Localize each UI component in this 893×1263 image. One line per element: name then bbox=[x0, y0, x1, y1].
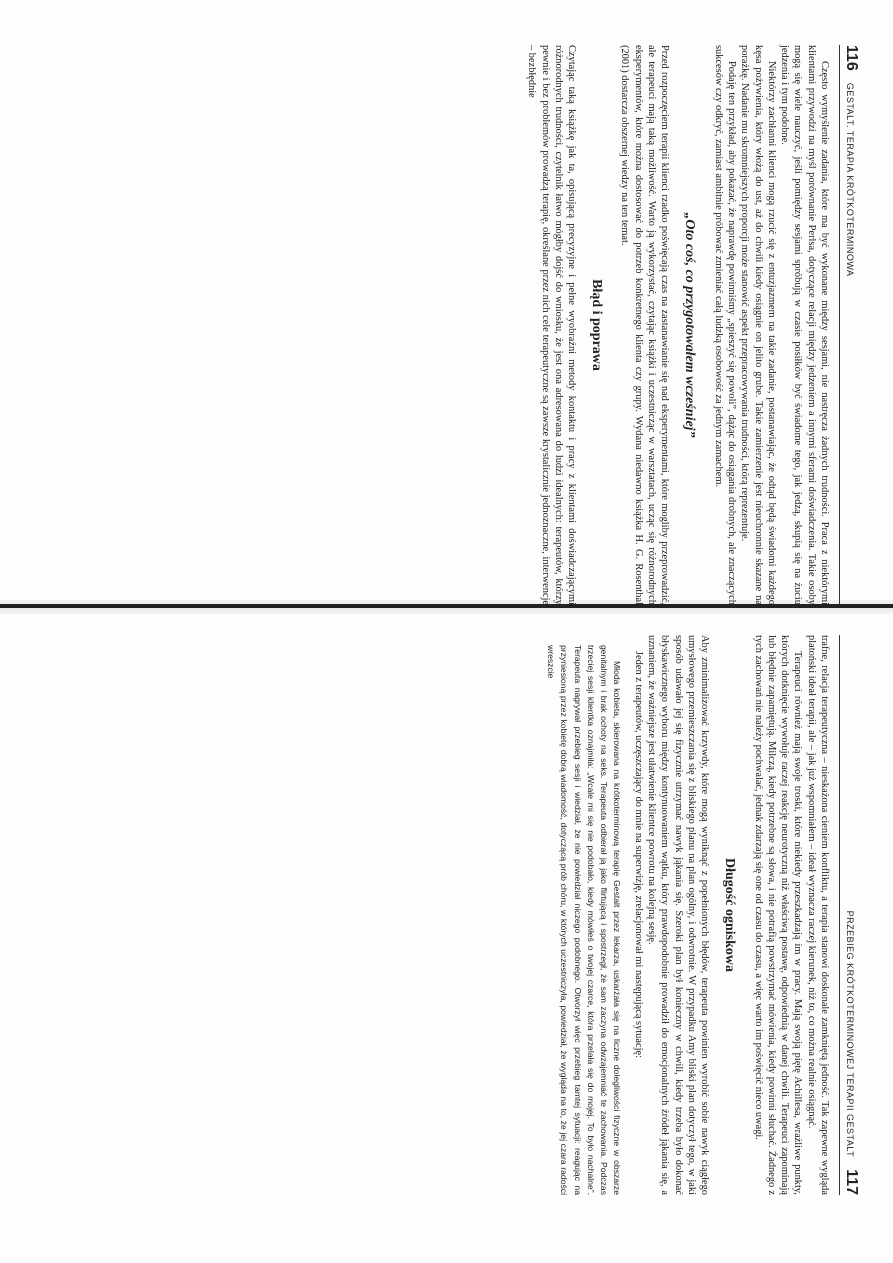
running-head-title: GESTALT. TERAPIA KRÓTKOTERMINOWA bbox=[845, 82, 855, 277]
paragraph: Jeden z terapeutów, uczęszczający do mnie na superwizję, zrelacjonował mi następującą sytuację: bbox=[632, 651, 644, 1058]
running-head-title: PRZEBIEG KRÓTKOTERMINOWEJ TERAPII GESTALT bbox=[845, 910, 855, 1158]
paragraph: Niektórzy zachłanni klienci mogą rzucić się z entuzjazmem na takie zadanie, postanawiając, że odtąd będą świadomi każdego kęsa pożywienia, który włożą do ust, aż do chwili kiedy osiągnie on jelito grube. Takie zamierzenie jest nieuchronnie skazane na porażkę. Nadanie mu skromniejszych proporcji może stanowić aspekt przepracowywania trudności, którą reprezentuje. bbox=[739, 45, 777, 605]
page-number: 117 bbox=[843, 1169, 860, 1195]
section-heading: Długość ogniskowa bbox=[722, 858, 738, 972]
left-page bbox=[526, 45, 860, 605]
case-study-block bbox=[544, 635, 624, 1195]
paragraph: Często wymyślenie zadania, które ma być wykonane między sesjami, nie nastręcza żadnych trudności. Praca z niektórymi klientami przywodzi na myśl porównanie Perlsa, dotyczące relacji między jedzeniem a innymi sferami doświadczenia. Takie osoby mogą się wiele nauczyć, jeśli pomiędzy sesjami spróbują w czasie posiłków być świadome tego, jak jedzą, skupią się na żuciu jedzenia i tym podobne. bbox=[779, 45, 830, 605]
page-number: 116 bbox=[843, 45, 860, 71]
paragraph: Czytając taką książkę jak ta, opisującą precyzyjne i pełne wyobraźni metody kontaktu i pracy z klientami doświadczającymi różnorodnych trudności, czytelnik łatwo mógłby dojść do wniosku, że jest ona adresowana do ludzi idealnych: terapeutów, którzy pewnie i bez problemów prowadzą terapię, określane przez nich cele terapeutyczne są zawsze krystalicznie jednoznaczne, interwencje – bezbłędnie bbox=[526, 45, 578, 605]
paragraph: Podaję ten przykład, aby pokazać, że naprawdę powinniśmy „spieszyć się powoli”, dążąc do osiągania drobnych, ale znaczących sukcesów czy odkryć, zamiast ambitnie próbować zmieniać całą ludzką osobowość za jednym zamachem. bbox=[712, 45, 737, 605]
paragraph: Aby zminimalizować krzywdy, które mogą wyniknąć z popełnionych błędów, terapeuta powinien wyrobić sobie nawyk ciągłego umysłowego przemieszczania się z bliskiego planu na plan ogólny, i odwrotnie. W przypadku Amy bliski plan dotyczył tego, w jaki sposób udawało jej się fizycznie utrzymać nawyk jąkania się. Szeroki plan był konieczny w chwili, kiedy trzeba było dokonać błyskawicznego wyboru między kontynuowaniem wątku, który prawdopodobnie prowadził do emocjonalnych źródeł jąkania się, a uznaniem, że ważniejsze jest ułatwienie klientce powrotu na kolejną sesję. bbox=[646, 635, 711, 1195]
running-head bbox=[839, 635, 860, 1195]
case-study-text: Młoda kobieta, skierowana na krótkoterminową terapię Gestalt przez lekarza, uskarżała się na liczne dolegliwości fizyczne w obszarze genitalnym i brak ochoty na seks. Terapeuta odbierał ją jako flirtującą i spostrzegł, że sam zaczyna odwzajemniać te zachowania. Podczas trzeciej sesji klientka oznajmiła: „Wcale mi się nie podobało, kiedy mówiłeś o twojej czarce, która przelała się do mojej. To było nachalne”. Terapeuta nagrywał przebieg sesji i wiedział, że nie powiedział niczego podobnego. Otworzył więc przebieg tamtej sytuacji: reagując na przyniesioną przez kobietę dobrą wiadomość, dotyczącą prób chóru, w których uczestniczyła, powiedział, że wygląda na to, że jej czara radości wreszcie bbox=[545, 645, 623, 1195]
paragraph: trafne, relacja terapeutyczna – nieskażona cieniem konfliktu, a terapia stanowi doskonale zamkniętą jedność. Tak zapewne wygląda platoński ideał terapii, ale – jak już wspomniałem – ideał wyznacza raczej kierunek, niż to, co można realnie osiągnąć. bbox=[805, 635, 830, 1195]
running-head bbox=[839, 45, 860, 605]
section-heading: Błąd i poprawa bbox=[589, 279, 605, 371]
right-page bbox=[530, 635, 860, 1195]
paragraph: Terapeuci również mają swoje troski, które niekiedy przeszkadzają im w pracy. Mają swoją piętę Achillesa, wrażliwe punkty, których dotknięcie wywołuje raczej reakcję neurotyczną niż właściwą postawę, odpowiednią w danej chwili. Terapeuci zapominają lub błędnie zapamiętują. Milczą, kiedy potrzebne są słowa, i nie potrafią powstrzymać mówienia, kiedy powinni słuchać. Żadnego z tych zachowań nie należy pochwalać, jednak zdarzają się one od czasu do czasu, a więc warto im poświęcić nieco uwagi. bbox=[752, 635, 804, 1195]
paragraph: Przed rozpoczęciem terapii klienci rzadko poświęcają czas na zastanawianie się nad eksperymentami, które mogliby przeprowadzić, ale terapeuci mają taką możliwość. Warto ją wykorzystać, czytając książki i uczestnicząc w warsztatach, ucząc się różnorodnych eksperymentów, które można dostosować do potrzeb konkretnego klienta czy grupy. Wydana niedawno książka H. G. Rosenthal (2001) dostarcza obszernej wiedzy na ten temat. bbox=[619, 45, 671, 605]
section-heading: „Oto coś, co przygotowałem wcześniej” bbox=[682, 212, 698, 438]
